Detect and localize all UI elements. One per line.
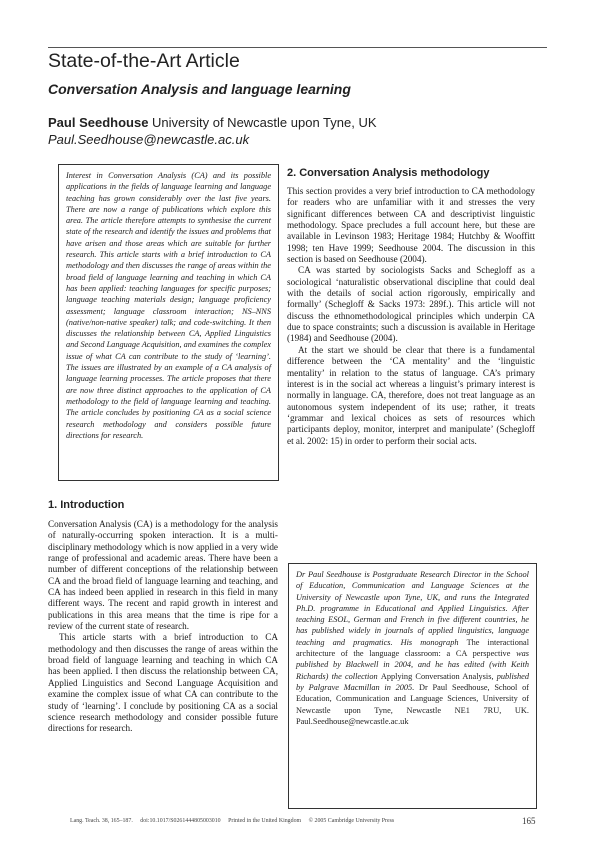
author-email[interactable]: Paul.Seedhouse@newcastle.ac.uk	[48, 132, 250, 147]
paragraph: At the start we should be clear that there is a fundamental difference between the ‘CA mentality’ and the ‘linguistic mentality’ in relation to the status of language. CA’s primary interest is in the social act whereas a linguist’s primary interest is normally in language. CA, therefore, does not treat language as an autonomous system independent of its use; rather, it treats ‘grammar and lexical choices as sets of resources which participants deploy, monitor, interpret and manipulate’ (Schegloff et al. 2002: 15) in order to perform their social acts.	[287, 344, 535, 446]
page-footer	[70, 818, 400, 824]
right-column-body	[287, 186, 535, 447]
footer-citation: Lang. Teach. 38, 165–187.	[70, 818, 133, 824]
abstract-box	[58, 164, 279, 481]
bio-text	[296, 569, 529, 727]
page-number: 165	[522, 816, 536, 826]
paragraph: This section provides a very brief introduction to CA methodology for readers who are unfamiliar with it and stresses the very significant differences between CA and descriptivist linguistic methodology. Space precludes a full account here, but these are available in Levinson 1983; Heritage 1984; Hutchby & Wooffitt 1998; ten Have 1999; Seedhouse 2004. The discussion in this section is based on Seedhouse (2004).	[287, 186, 535, 265]
article-title: Conversation Analysis and language learning	[48, 81, 351, 97]
author-name: Paul Seedhouse	[48, 115, 149, 130]
footer-printed: Printed in the United Kingdom	[228, 818, 302, 824]
bio-email[interactable]: Paul.Seedhouse@newcastle.ac.uk	[296, 716, 409, 726]
paragraph: Conversation Analysis (CA) is a methodology for the analysis of naturally-occurring spoken interaction. It is a multi-disciplinary methodology which is now applied in a very wide range of professional and academic areas. There have been a number of different conceptions of the relationship between CA and the broad field of language learning and teaching, and CA has indeed been applied in research in this field in many different ways. The recent and rapid growth in interest and publications in this area means that the time is ripe for a review of the current state of research.	[48, 519, 278, 632]
author-line	[48, 115, 377, 130]
footer-doi[interactable]: doi:10.1017/S0261444805003010	[140, 818, 221, 824]
bio-book-title: The interactional architecture of the language classroom: a CA perspective	[296, 637, 530, 659]
left-column-body	[48, 519, 278, 735]
abstract-text: Interest in Conversation Analysis (CA) and its possible applications in the fields of language learning and language teaching has grown considerably over the last five years. There are now a range of publications which explore this area. The article therefore attempts to synthesise the current state of the research and identify the issues and problems that have arisen and those areas which are suitable for further research. This article starts with a brief introduction to CA methodology and then discusses the range of areas within the broad field of language learning and teaching in which CA has been applied: teaching languages for specific purposes; language teaching materials design; language proficiency assessment; language classroom interaction; NS–NNS (native/non-native speaker) talk; and code-switching. It then discusses the relationship between CA, Applied Linguistics and Second Language Acquisition, and examines the complex issue of what CA can contribute to the study of ‘learning’. The issues are illustrated by an example of a CA analysis of language learning processes. The article proposes that there are now three distinct approaches to the application of CA methodology to the field of language learning and teaching. The article concludes by positioning CA as a social science research methodology and considers possible future directions for research.	[66, 171, 271, 440]
bio-intro: Dr Paul Seedhouse is Postgraduate Research Director in the School of Education, Communication and Language Sciences at the University of Newcastle upon Tyne, UK, and runs the Integrated Ph.D. programme in Educational and Applied Linguistics. After teaching ESOL, German and French in five different countries, he has published widely in journals of applied linguistics, language teaching and pragmatics. His monograph	[296, 570, 529, 647]
article-kind: State-of-the-Art Article	[48, 50, 240, 72]
paragraph: This article starts with a brief introduction to CA methodology and then discusses the range of areas within the broad field of language learning and teaching in which CA has been applied. I then discuss the relationship between CA, Applied Linguistics and Second Language Acquisition and examine the complex issue of what CA can contribute to the study of ‘learning’. I conclude by positioning CA as a social science research methodology and consider possible future directions for research.	[48, 632, 278, 734]
section-heading-introduction: 1. Introduction	[48, 499, 125, 511]
paragraph: CA was started by sociologists Sacks and Schegloff as a sociological ‘naturalistic observational discipline that could deal with the details of social action rigorously, empirically and formally’ (Schegloff & Sacks 1973: 289f.). This article will not discuss the ethnomethodological principles which underpin CA due to space constraints; such a discussion is available in Heritage (1984) and Seedhouse (2004).	[287, 265, 535, 344]
bio-text-mid: was published by Blackwell in 2004, and he has edited (with Keith Richards) the collection	[296, 649, 530, 681]
bio-address: Dr Paul Seedhouse, School of Education, Communication and Language Sciences, University of Newcastle upon Tyne, Newcastle NE1 7RU, UK.	[296, 682, 530, 715]
header-rule	[48, 47, 547, 48]
footer-copyright: © 2005 Cambridge University Press	[308, 818, 395, 824]
author-bio-box	[288, 563, 537, 809]
bio-publisher: published by Palgrave Macmillan in 2005.	[296, 671, 529, 692]
bio-collection-title: Applying Conversation Analysis,	[380, 671, 494, 681]
author-affiliation: University of Newcastle upon Tyne, UK	[152, 115, 377, 130]
section-heading-methodology: 2. Conversation Analysis methodology	[287, 167, 490, 179]
